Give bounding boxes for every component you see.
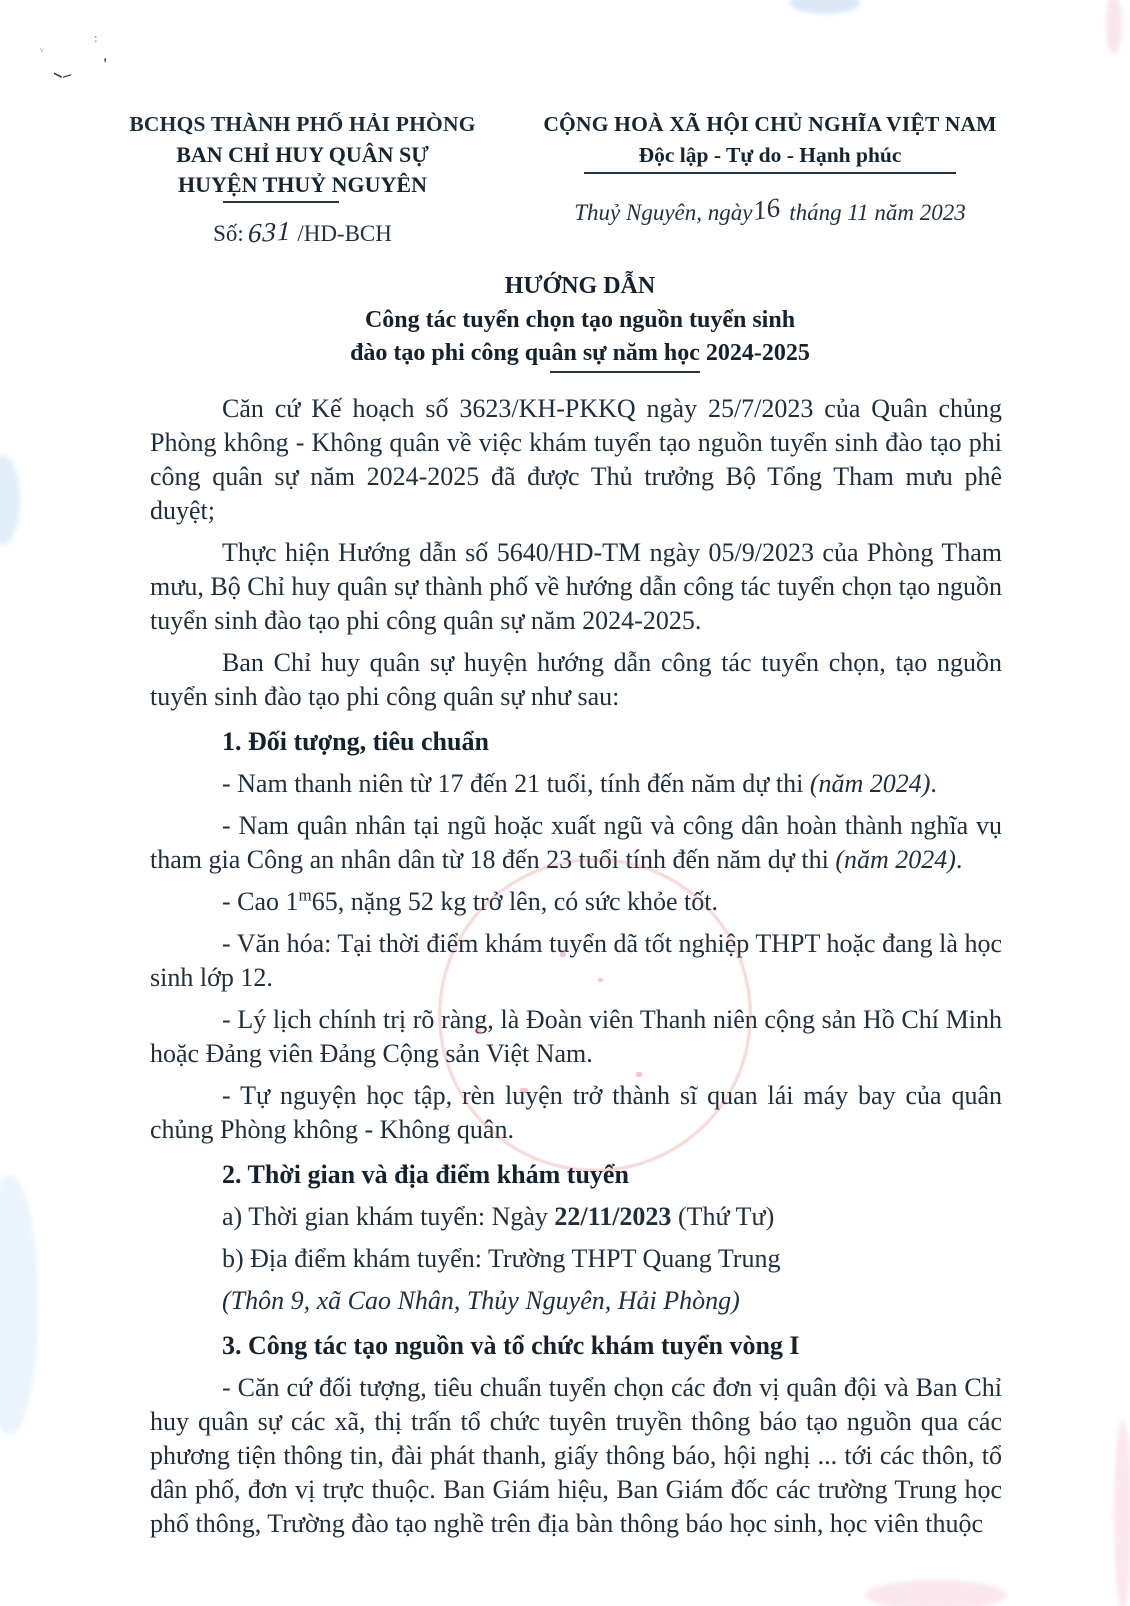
pen-mark: ' — [103, 56, 108, 73]
item-text: (Thứ Tư) — [671, 1202, 775, 1231]
national-motto: Độc lập - Tự do - Hạnh phúc — [638, 143, 902, 167]
pen-mark: ⸜_ — [49, 58, 72, 83]
title-underline — [550, 371, 700, 373]
list-item-political-background: - Lý lịch chính trị rõ ràng, là Đoàn viên Thanh niên cộng sản Hồ Chí Minh hoặc Đảng viên Đảng Cộng sản Việt Nam. — [150, 1005, 1002, 1068]
list-item-text: - Cao 1 — [222, 887, 299, 916]
list-item-volunteer: - Tự nguyện học tập, rèn luyện trở thành sĩ quan lái máy bay của quân chủng Phòng không - Không quân. — [150, 1081, 1002, 1144]
authority-underline — [223, 201, 339, 203]
list-item-education: - Văn hóa: Tại thời điểm khám tuyển dã tốt nghiệp THPT hoặc đang là học sinh lớp 12. — [150, 929, 1002, 992]
list-item-period: . — [930, 769, 937, 798]
authority-parent: BCHQS THÀNH PHỐ HẢI PHÒNG — [129, 112, 476, 136]
doc-number-label: Số: — [213, 221, 244, 246]
list-item-year-note: (năm 2024) — [835, 845, 956, 874]
pen-mark: ᵥ — [40, 40, 44, 54]
title-subject-line1: Công tác tuyển chọn tạo nguồn tuyển sinh — [364, 307, 796, 333]
scan-artifact — [1114, 1420, 1130, 1606]
scan-artifact — [866, 1580, 1006, 1606]
document-body — [150, 392, 1002, 1541]
scan-artifact — [1106, 0, 1122, 54]
country-title: CỘNG HOÀ XÃ HỘI CHỦ NGHĨA VIỆT NAM — [543, 112, 997, 136]
date-line — [510, 192, 1030, 227]
document-number — [95, 217, 510, 248]
doc-number-handwritten: 631 — [247, 215, 292, 249]
paragraph-recruitment-process: - Căn cứ đối tượng, tiêu chuẩn tuyển chọn các đơn vị quân đội và Ban Chỉ huy quân sự các xã, thị trấn tổ chức tuyên truyền thông báo tạo nguồn qua các phương tiện thông tin, đài phát thanh, giấy thông báo, hội nghị ... tới các thôn, tổ dân phố, đơn vị trực thuộc. Ban Giám hiệu, Ban Giám đốc các trường Trung học phổ thông, Trường đào tạo nghề trên địa bàn thông báo học sinh, học viên thuộc — [150, 1373, 1002, 1538]
exam-date: 22/11/2023 — [554, 1202, 672, 1231]
meter-superscript: m — [298, 885, 312, 905]
scan-artifact — [0, 1175, 38, 1435]
authority-district: HUYỆN THUỶ NGUYÊN — [178, 172, 427, 197]
pen-mark: : — [94, 30, 98, 45]
issuing-authority-block — [95, 112, 510, 248]
date-suffix: tháng 11 năm 2023 — [789, 200, 966, 225]
paragraph-legal-basis-1: Căn cứ Kế hoạch số 3623/KH-PKKQ ngày 25/7/2023 của Quân chủng Phòng không - Không quân về việc khám tuyển tạo nguồn tuyển sinh đào tạo phi công quân sự năm 2024-2025 đã được Thủ trưởng Bộ Tổng Tham mưu phê duyệt; — [150, 394, 1002, 525]
scan-artifact — [0, 455, 20, 545]
date-day-handwritten: 16 — [751, 192, 783, 226]
list-item-text: 65, nặng 52 kg trở lên, có sức khỏe tốt. — [311, 887, 718, 916]
title-subject-line2: đào tạo phi công quân sự năm học 2024-2025 — [350, 340, 810, 366]
list-item-period: . — [955, 845, 963, 874]
list-item-age-military — [150, 809, 1002, 877]
authority-name: BAN CHỈ HUY QUÂN SỰ — [176, 142, 429, 167]
list-item-physical — [150, 885, 1002, 919]
section-1-heading: 1. Đối tượng, tiêu chuẩn — [222, 727, 489, 756]
document-title — [155, 273, 1005, 373]
section-3-heading: 3. Công tác tạo nguồn và tổ chức khám tuyển vòng I — [222, 1331, 800, 1360]
section-2-heading: 2. Thời gian và địa điểm khám tuyển — [222, 1160, 629, 1189]
list-item-age-civilian — [150, 767, 1002, 801]
item-a-exam-time — [150, 1200, 1002, 1234]
scan-artifact — [790, 0, 860, 14]
document-header — [0, 112, 1130, 248]
list-item-text: - Nam thanh niên từ 17 đến 21 tuổi, tính đến năm dự thi — [222, 769, 810, 798]
motto-underline — [584, 172, 956, 174]
list-item-year-note: (năm 2024) — [809, 769, 931, 798]
item-text: a) Thời gian khám tuyển: Ngày — [222, 1202, 555, 1231]
paragraph-introduction: Ban Chỉ huy quân sự huyện hướng dẫn công tác tuyển chọn, tạo nguồn tuyển sinh đào tạo phi công quân sự như sau: — [150, 648, 1002, 711]
location-address-note: (Thôn 9, xã Cao Nhân, Thủy Nguyên, Hải Phòng) — [222, 1286, 740, 1315]
doc-number-suffix: /HD-BCH — [297, 221, 392, 246]
national-heading-block — [510, 112, 1030, 248]
date-prefix: Thuỷ Nguyên, ngày — [574, 200, 753, 225]
paragraph-legal-basis-2: Thực hiện Hướng dẫn số 5640/HD-TM ngày 05/9/2023 của Phòng Tham mưu, Bộ Chỉ huy quân sự thành phố về hướng dẫn công tác tuyển chọn tạo nguồn tuyển sinh đào tạo phi công quân sự năm 2024-2025. — [150, 538, 1002, 635]
list-item-text: - Nam quân nhân tại ngũ hoặc xuất ngũ và công dân hoàn thành nghĩa vụ tham gia Công an nhân dân từ 18 đến 23 tuổi tính đến năm dự thi — [150, 811, 1002, 874]
title-type: HƯỚNG DẪN — [504, 273, 656, 299]
item-b-exam-location: b) Địa điểm khám tuyển: Trường THPT Quang Trung — [222, 1244, 781, 1273]
